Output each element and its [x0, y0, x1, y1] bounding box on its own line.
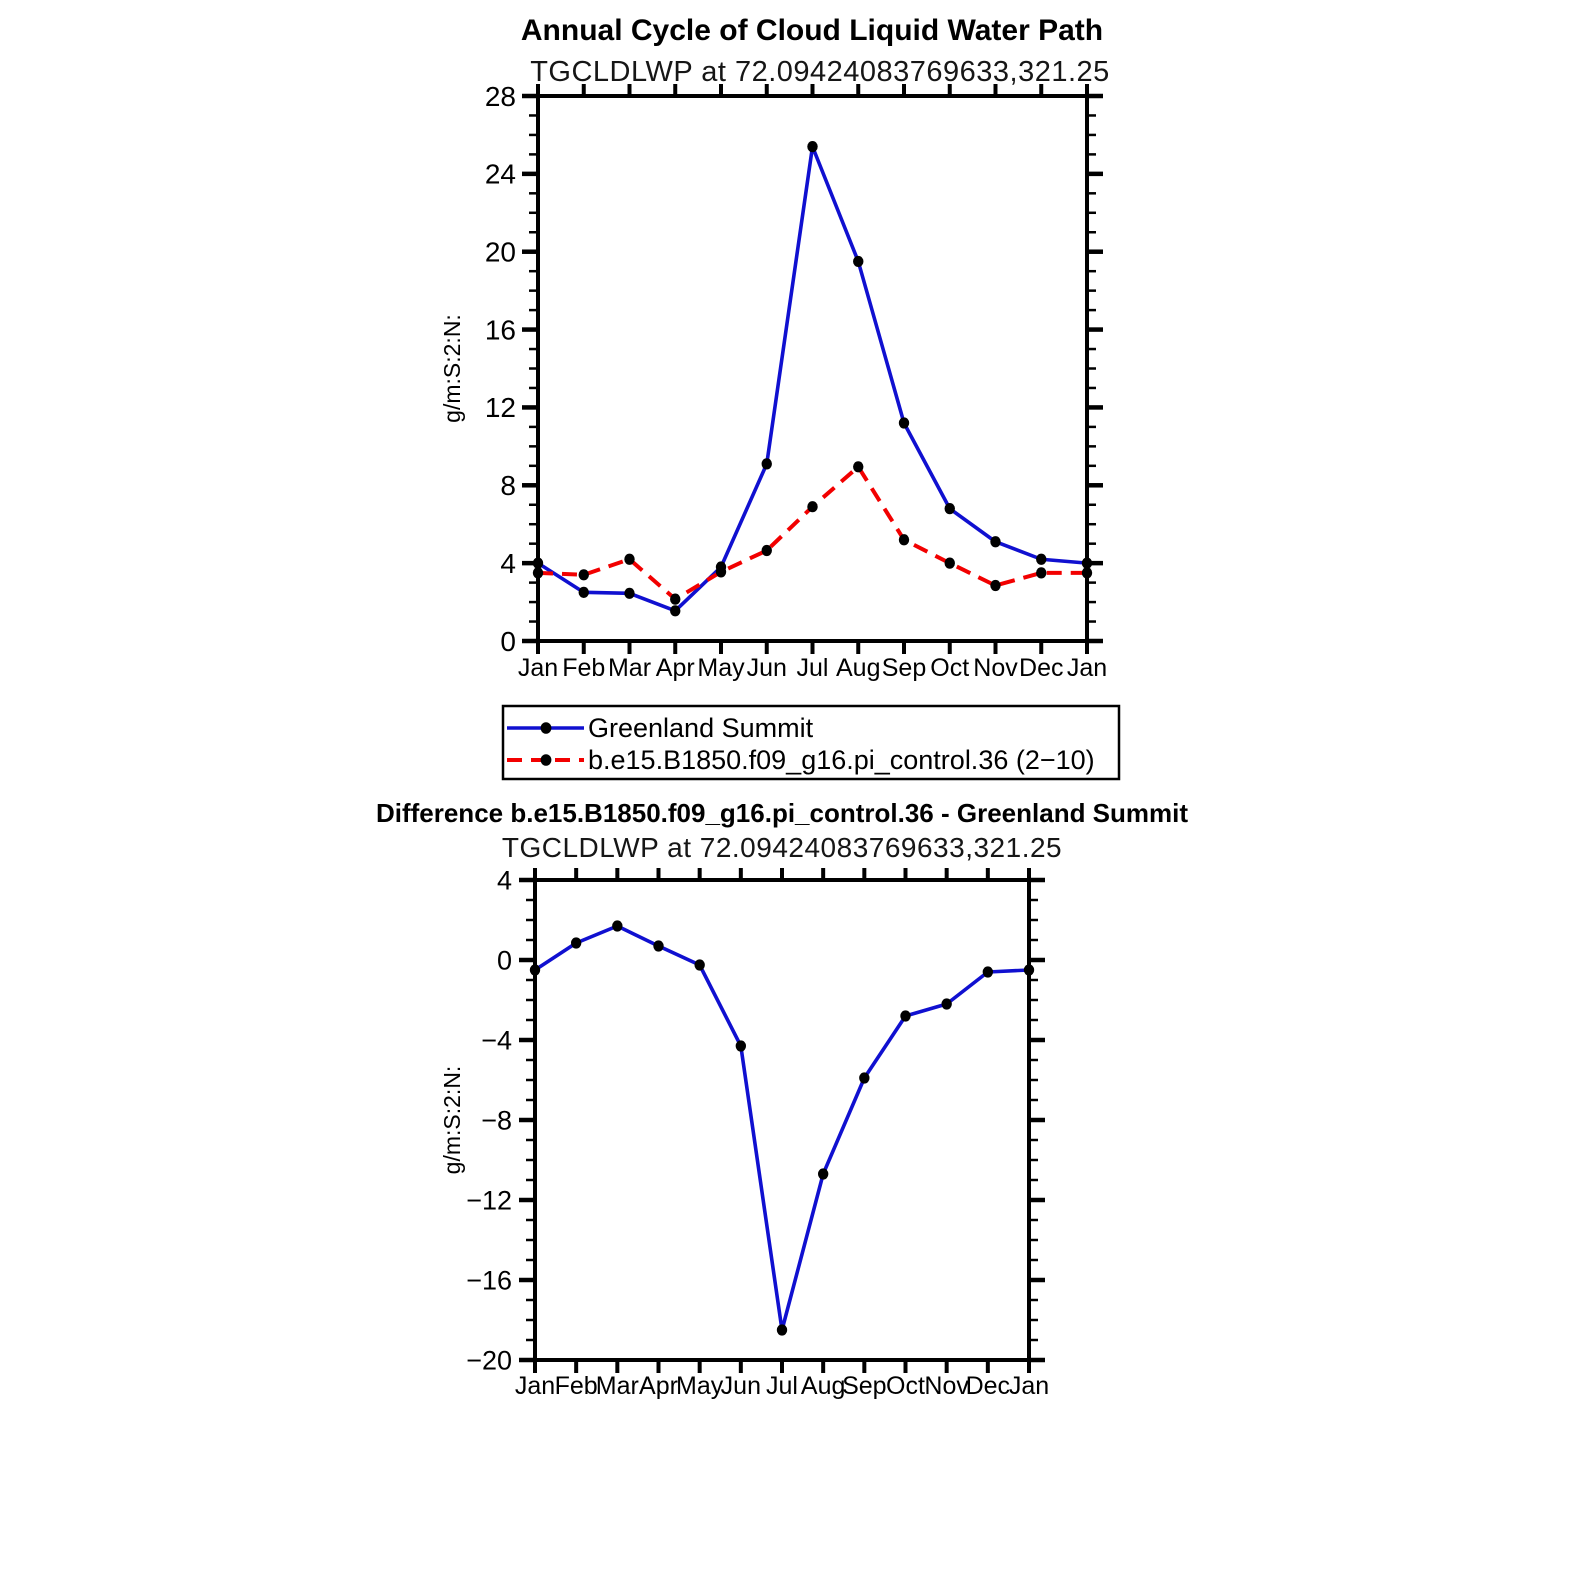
top-chart-subtitle: TGCLDLWP at 72.09424083769633,321.25	[530, 56, 1110, 88]
legend-entry-greenland-summit: Greenland Summit	[588, 713, 814, 743]
x-tick-label: Oct	[930, 654, 970, 682]
x-tick-label: Mar	[607, 654, 652, 682]
data-point-marker	[762, 545, 772, 556]
data-point-marker	[670, 605, 680, 616]
series-line-solid	[535, 926, 1029, 1330]
y-axis-label: g/m:S:2:N:	[439, 1065, 465, 1175]
x-tick-label: Jul	[796, 654, 829, 682]
data-point-marker	[1082, 567, 1092, 578]
bottom-chart-subtitle: TGCLDLWP at 72.09424083769633,321.25	[501, 832, 1063, 863]
y-tick-label: 0	[500, 625, 516, 657]
legend-marker-icon	[541, 722, 552, 734]
data-point-marker	[1082, 558, 1092, 569]
data-point-marker	[983, 966, 993, 977]
x-tick-label: Apr	[655, 654, 695, 682]
data-point-marker	[579, 587, 589, 598]
y-tick-label: 28	[484, 80, 516, 112]
y-tick-label: 4	[500, 547, 516, 579]
data-point-marker	[694, 959, 704, 970]
bottom-chart-title: Difference b.e15.B1850.f09_g16.pi_control.36 - Greenland Summit	[375, 798, 1189, 828]
data-point-marker	[945, 503, 955, 514]
data-point-marker	[859, 1072, 869, 1083]
data-point-marker	[990, 580, 1000, 591]
series-line-dashed	[538, 467, 1087, 599]
x-tick-label: Feb	[554, 1372, 598, 1400]
plot-frame	[538, 96, 1087, 641]
x-tick-label: Aug	[836, 654, 881, 682]
x-tick-label: Oct	[886, 1372, 925, 1400]
data-point-marker	[736, 1040, 746, 1051]
data-point-marker	[571, 937, 581, 948]
data-point-marker	[807, 501, 817, 512]
x-tick-label: Dec	[965, 1372, 1011, 1400]
x-tick-label: Feb	[562, 654, 606, 682]
data-point-marker	[899, 534, 909, 545]
y-tick-label: 8	[500, 470, 516, 502]
data-point-marker	[533, 567, 543, 578]
y-tick-label: 4	[496, 865, 512, 896]
x-tick-label: Mar	[595, 1372, 639, 1400]
x-tick-label: Nov	[973, 654, 1018, 682]
y-tick-label: 16	[484, 314, 516, 346]
series-line-solid	[538, 147, 1087, 611]
data-point-marker	[1036, 554, 1046, 565]
bottom-chart-plot	[439, 865, 1049, 1400]
y-tick-label: 20	[484, 236, 516, 268]
top-chart-plot	[439, 81, 1107, 682]
data-point-marker	[530, 964, 540, 975]
x-tick-label: Apr	[639, 1372, 678, 1400]
x-tick-label: Dec	[1019, 654, 1064, 682]
y-tick-label: −12	[466, 1185, 512, 1216]
legend-entry-model-control: b.e15.B1850.f09_g16.pi_control.36 (2−10)	[588, 745, 1095, 775]
x-tick-label: Sep	[881, 654, 927, 682]
y-axis-label: g/m:S:2:N:	[439, 314, 465, 423]
data-point-marker	[612, 920, 622, 931]
data-point-marker	[899, 417, 909, 428]
data-point-marker	[579, 569, 589, 580]
data-point-marker	[716, 566, 726, 577]
x-tick-label: Jun	[720, 1372, 761, 1400]
x-tick-label: Nov	[924, 1372, 969, 1400]
data-point-marker	[624, 554, 634, 565]
x-tick-label: Jun	[746, 654, 787, 682]
data-point-marker	[653, 940, 663, 951]
x-tick-label: Jan	[514, 1372, 556, 1400]
y-tick-label: 0	[496, 945, 512, 976]
x-tick-label: Sep	[842, 1372, 887, 1400]
x-tick-label: Aug	[800, 1372, 846, 1400]
data-point-marker	[1024, 964, 1034, 975]
data-point-marker	[818, 1168, 828, 1179]
top-chart-title: Annual Cycle of Cloud Liquid Water Path	[520, 14, 1104, 47]
x-tick-label: Jan	[1066, 654, 1108, 682]
x-tick-label: Jul	[766, 1372, 798, 1400]
data-point-marker	[1036, 567, 1046, 578]
data-point-marker	[807, 141, 817, 152]
x-tick-label: May	[676, 1372, 724, 1400]
y-tick-label: −8	[481, 1105, 512, 1136]
data-point-marker	[670, 594, 680, 605]
data-point-marker	[900, 1010, 910, 1021]
y-tick-label: −16	[466, 1265, 512, 1296]
data-point-marker	[624, 588, 634, 599]
data-point-marker	[533, 558, 543, 569]
legend	[503, 706, 1119, 779]
data-point-marker	[853, 256, 863, 267]
x-tick-label: Jan	[517, 654, 559, 682]
y-tick-label: 12	[484, 392, 516, 424]
data-point-marker	[990, 536, 1000, 547]
y-tick-label: 24	[484, 158, 516, 190]
data-point-marker	[762, 458, 772, 469]
y-tick-label: −4	[481, 1025, 512, 1056]
plot-frame	[535, 880, 1029, 1360]
data-point-marker	[777, 1324, 787, 1335]
data-point-marker	[941, 998, 951, 1009]
data-point-marker	[853, 461, 863, 472]
x-tick-label: May	[697, 654, 745, 682]
legend-marker-icon	[541, 754, 552, 766]
x-tick-label: Jan	[1008, 1372, 1050, 1400]
y-tick-label: −20	[466, 1345, 512, 1376]
data-point-marker	[945, 558, 955, 569]
